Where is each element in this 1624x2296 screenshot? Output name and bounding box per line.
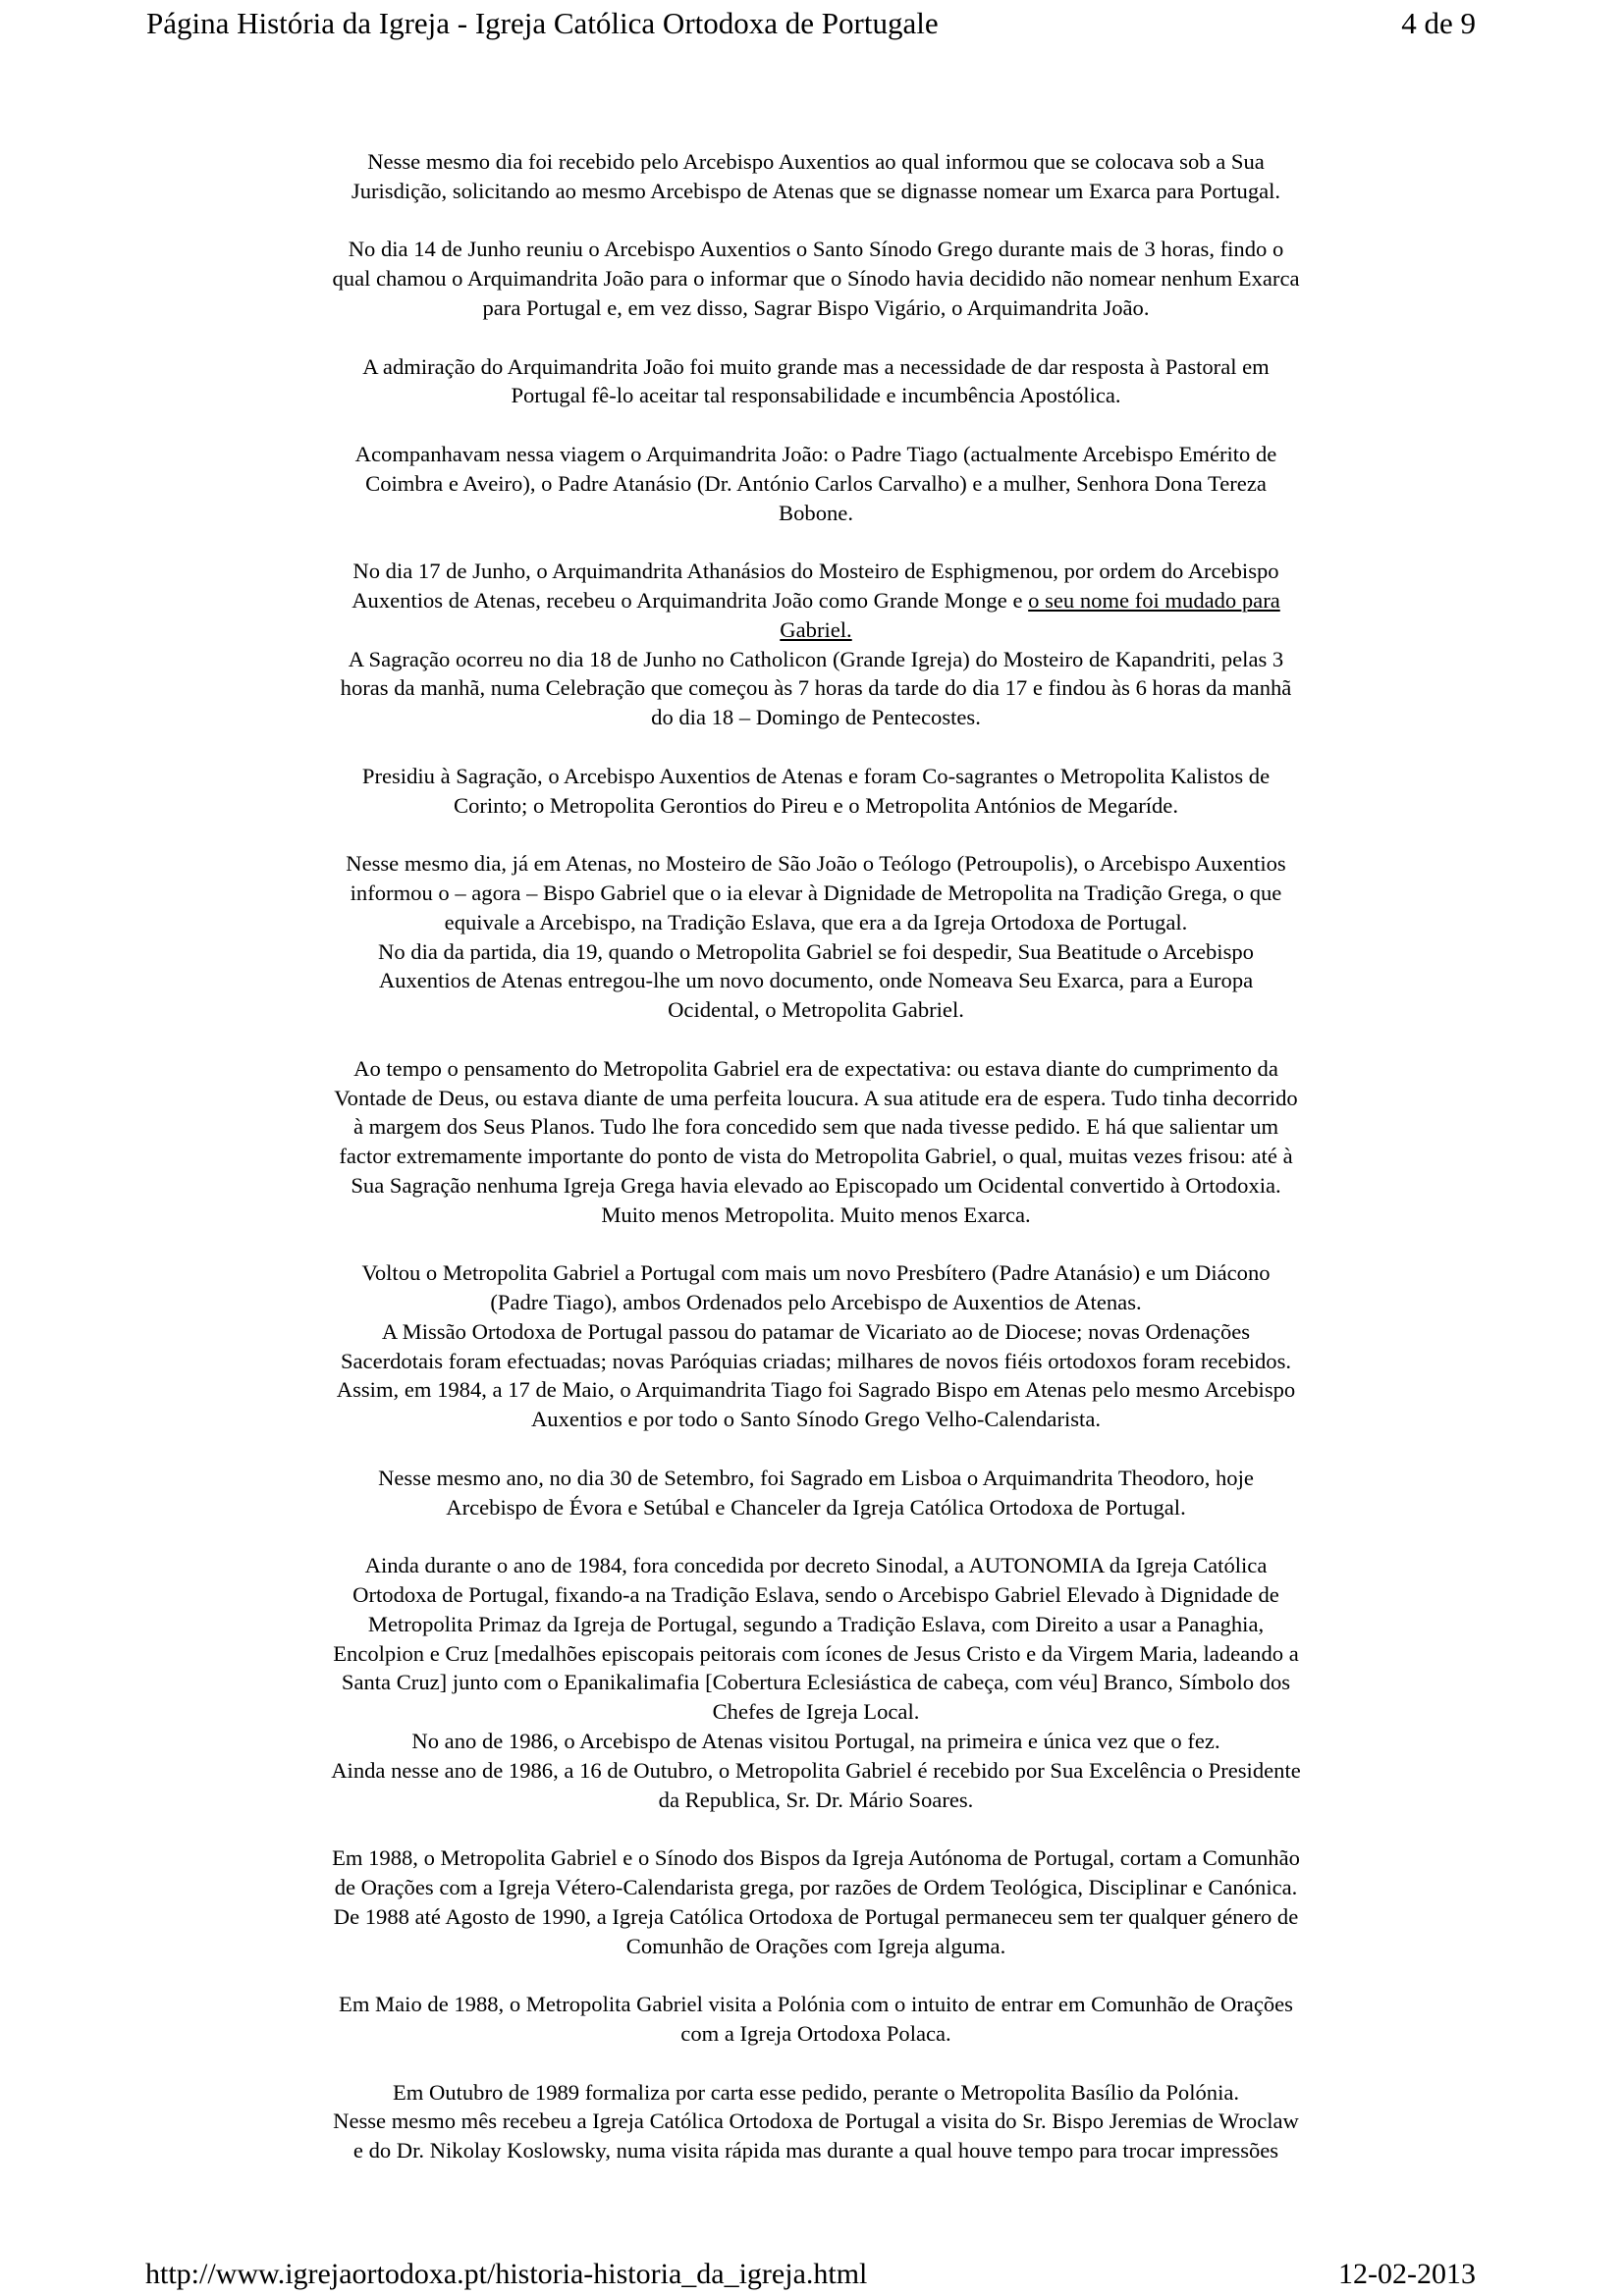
text-line: (Padre Tiago), ambos Ordenados pelo Arcebispo de Auxentios de Atenas. bbox=[490, 1290, 1142, 1315]
text-line: da Republica, Sr. Dr. Mário Soares. bbox=[658, 1787, 974, 1812]
text-line: Ocidental, o Metropolita Gabriel. bbox=[668, 997, 964, 1023]
paragraph bbox=[234, 1990, 1398, 2049]
text-line: qual chamou o Arquimandrita João para o informar que o Sínodo havia decidido não nomear nenhum Exarca bbox=[332, 266, 1300, 292]
paragraph bbox=[234, 557, 1398, 732]
text-line: Muito menos Metropolita. Muito menos Exarca. bbox=[601, 1201, 1031, 1227]
text-line: Encolpion e Cruz [medalhões episcopais peitorais com ícones de Jesus Cristo e da Virgem Maria, ladeando a bbox=[333, 1640, 1299, 1666]
text-line: Portugal fê-lo aceitar tal responsabilidade e incumbência Apostólica. bbox=[511, 383, 1121, 408]
text-line: Nesse mesmo dia, já em Atenas, no Mosteiro de São João o Teólogo (Petroupolis), o Arcebispo Auxentios bbox=[346, 851, 1286, 877]
text-line: e do Dr. Nikolay Koslowsky, numa visita rápida mas durante a qual houve tempo para trocar impressões bbox=[352, 2138, 1279, 2163]
text-line bbox=[234, 586, 1398, 615]
text-line: Santa Cruz] junto com o Epanikalimafia [Cobertura Eclesiástica de cabeça, com véu] Branco, Símbolo dos bbox=[341, 1670, 1291, 1695]
text-line: para Portugal e, em vez disso, Sagrar Bispo Vigário, o Arquimandrita João. bbox=[482, 294, 1150, 320]
text-line: A Missão Ortodoxa de Portugal passou do patamar de Vicariato ao de Diocese; novas Ordenações bbox=[381, 1318, 1251, 1344]
text-line: No dia 14 de Junho reuniu o Arcebispo Auxentios o Santo Sínodo Grego durante mais de 3 horas, findo o bbox=[348, 237, 1284, 262]
text-line: Ainda nesse ano de 1986, a 16 de Outubro, o Metropolita Gabriel é recebido por Sua Excelência o Presidente bbox=[331, 1757, 1301, 1783]
text-line: No ano de 1986, o Arcebispo de Atenas visitou Portugal, na primeira e única vez que o fez. bbox=[411, 1729, 1220, 1754]
page-header bbox=[146, 2, 1476, 45]
text-line: A admiração do Arquimandrita João foi muito grande mas a necessidade de dar resposta à Pastoral em bbox=[362, 353, 1270, 379]
text-line: Assim, em 1984, a 17 de Maio, o Arquimandrita Tiago foi Sagrado Bispo em Atenas pelo mesmo Arcebispo bbox=[336, 1377, 1296, 1403]
text-line: Nesse mesmo dia foi recebido pelo Arcebispo Auxentios ao qual informou que se colocava sob a Sua bbox=[367, 149, 1265, 174]
text-line: com a Igreja Ortodoxa Polaca. bbox=[680, 2021, 951, 2046]
text-line: Sacerdotais foram efectuadas; novas Paróquias criadas; milhares de novos fiéis ortodoxos foram recebidos. bbox=[340, 1348, 1292, 1373]
text-line: Sua Sagração nenhuma Igreja Grega havia elevado ao Episcopado um Ocidental convertido à Ortodoxia. bbox=[351, 1172, 1281, 1198]
underlined-text: Gabriel. bbox=[780, 616, 852, 642]
paragraph bbox=[234, 1054, 1398, 1230]
text-line: factor extremamente importante do ponto de vista do Metropolita Gabriel, o qual, muitas vezes frisou: até à bbox=[339, 1144, 1293, 1169]
text-line: Nesse mesmo ano, no dia 30 de Setembro, foi Sagrado em Lisboa o Arquimandrita Theodoro, hoje bbox=[378, 1465, 1254, 1490]
text-line: Jurisdição, solicitando ao mesmo Arcebispo de Atenas que se dignasse nomear um Exarca para Portugal. bbox=[351, 178, 1281, 203]
paragraph bbox=[234, 440, 1398, 527]
text-line: Em 1988, o Metropolita Gabriel e o Sínodo dos Bispos da Igreja Autónoma de Portugal, cortam a Comunhão bbox=[332, 1845, 1300, 1871]
text-line: Bobone. bbox=[779, 500, 853, 525]
print-date: 12-02-2013 bbox=[1338, 2258, 1476, 2290]
text-line: Chefes de Igreja Local. bbox=[712, 1699, 920, 1725]
page-title: Página História da Igreja - Igreja Católica Ortodoxa de Portugale bbox=[146, 6, 939, 40]
text-line: Auxentios e por todo o Santo Sínodo Grego Velho-Calendarista. bbox=[530, 1407, 1102, 1432]
text-line: Coimbra e Aveiro), o Padre Atanásio (Dr. António Carlos Carvalho) e a mulher, Senhora Dona Tereza bbox=[365, 470, 1267, 496]
article-body bbox=[234, 147, 1398, 2165]
text-line: Ao tempo o pensamento do Metropolita Gabriel era de expectativa: ou estava diante do cumprimento da bbox=[353, 1055, 1278, 1081]
page-footer bbox=[145, 2254, 1476, 2295]
text-line: Comunhão de Orações com Igreja alguma. bbox=[625, 1933, 1006, 1958]
text-line: Em Maio de 1988, o Metropolita Gabriel visita a Polónia com o intuito de entrar em Comunhão de Orações bbox=[339, 1992, 1293, 2017]
text-line: No dia 17 de Junho, o Arquimandrita Athanásios do Mosteiro de Esphigmenou, por ordem do Arcebispo bbox=[352, 559, 1279, 584]
text-line: Auxentios de Atenas entregou-lhe um novo documento, onde Nomeava Seu Exarca, para a Europa bbox=[378, 968, 1254, 993]
text-line: Nesse mesmo mês recebeu a Igreja Católica Ortodoxa de Portugal a visita do Sr. Bispo Jeremias de Wroclaw bbox=[333, 2109, 1299, 2134]
text-line: Voltou o Metropolita Gabriel a Portugal com mais um novo Presbítero (Padre Atanásio) e um Diácono bbox=[361, 1260, 1271, 1286]
text-line: De 1988 até Agosto de 1990, a Igreja Católica Ortodoxa de Portugal permaneceu sem ter qualquer género de bbox=[333, 1903, 1299, 1929]
text-line: Presidiu à Sagração, o Arcebispo Auxentios de Atenas e foram Co-sagrantes o Metropolita Kalistos de bbox=[361, 763, 1271, 788]
text-line: do dia 18 – Domingo de Pentecostes. bbox=[651, 705, 981, 730]
page-number: 4 de 9 bbox=[1401, 6, 1476, 40]
text-line: de Orações com a Igreja Vétero-Calendarista grega, por razões de Ordem Teológica, Disciplinar e Canónica. bbox=[334, 1875, 1298, 1900]
paragraph bbox=[234, 2078, 1398, 2165]
paragraph bbox=[234, 762, 1398, 821]
paragraph bbox=[234, 147, 1398, 206]
underlined-text: o seu nome foi mudado para bbox=[1028, 587, 1280, 613]
text-line: equivale a Arcebispo, na Tradição Eslava, que era a da Igreja Ortodoxa de Portugal. bbox=[444, 909, 1188, 934]
paragraph bbox=[234, 849, 1398, 1025]
text-run: Auxentios de Atenas, recebeu o Arquimandrita João como Grande Monge e bbox=[352, 587, 1029, 613]
paragraph bbox=[234, 235, 1398, 322]
text-line: A Sagração ocorreu no dia 18 de Junho no Catholicon (Grande Igreja) do Mosteiro de Kapandriti, pelas 3 bbox=[348, 646, 1284, 671]
text-line bbox=[234, 615, 1398, 645]
paragraph bbox=[234, 1464, 1398, 1522]
text-line: Metropolita Primaz da Igreja de Portugal, segundo a Tradição Eslava, com Direito a usar a Panaghia, bbox=[367, 1611, 1265, 1636]
text-line: informou o – agora – Bispo Gabriel que o ia elevar à Dignidade de Metropolita na Tradição Grega, o que bbox=[350, 880, 1282, 905]
text-line: No dia da partida, dia 19, quando o Metropolita Gabriel se foi despedir, Sua Beatitude o Arcebispo bbox=[378, 938, 1254, 964]
text-line: Em Outubro de 1989 formaliza por carta esse pedido, perante o Metropolita Basílio da Polónia. bbox=[392, 2079, 1240, 2105]
text-line: Ainda durante o ano de 1984, fora concedida por decreto Sinodal, a AUTONOMIA da Igreja Católica bbox=[364, 1553, 1268, 1578]
text-line: horas da manhã, numa Celebração que começou às 7 horas da tarde do dia 17 e findou às 6 horas da manhã bbox=[340, 675, 1292, 701]
paragraph bbox=[234, 1843, 1398, 1960]
text-line: Acompanhavam nessa viagem o Arquimandrita João: o Padre Tiago (actualmente Arcebispo Emérito de bbox=[354, 441, 1277, 466]
text-line: Vontade de Deus, ou estava diante de uma perfeita loucura. A sua atitude era de espera. Tudo tinha decorrido bbox=[334, 1085, 1298, 1110]
paragraph bbox=[234, 352, 1398, 411]
paragraph bbox=[234, 1258, 1398, 1434]
text-line: à margem dos Seus Planos. Tudo lhe fora concedido sem que nada tivesse pedido. E há que salientar um bbox=[352, 1114, 1279, 1140]
text-line: Arcebispo de Évora e Setúbal e Chanceler da Igreja Católica Ortodoxa de Portugal. bbox=[446, 1494, 1186, 1520]
paragraph bbox=[234, 1551, 1398, 1814]
text-line: Ortodoxa de Portugal, fixando-a na Tradição Eslava, sendo o Arcebispo Gabriel Elevado à Dignidade de bbox=[352, 1582, 1279, 1608]
text-line: Corinto; o Metropolita Gerontios do Pireu e o Metropolita Antónios de Megaríde. bbox=[454, 792, 1178, 818]
source-url: http://www.igrejaortodoxa.pt/historia-historia_da_igreja.html bbox=[145, 2258, 868, 2290]
